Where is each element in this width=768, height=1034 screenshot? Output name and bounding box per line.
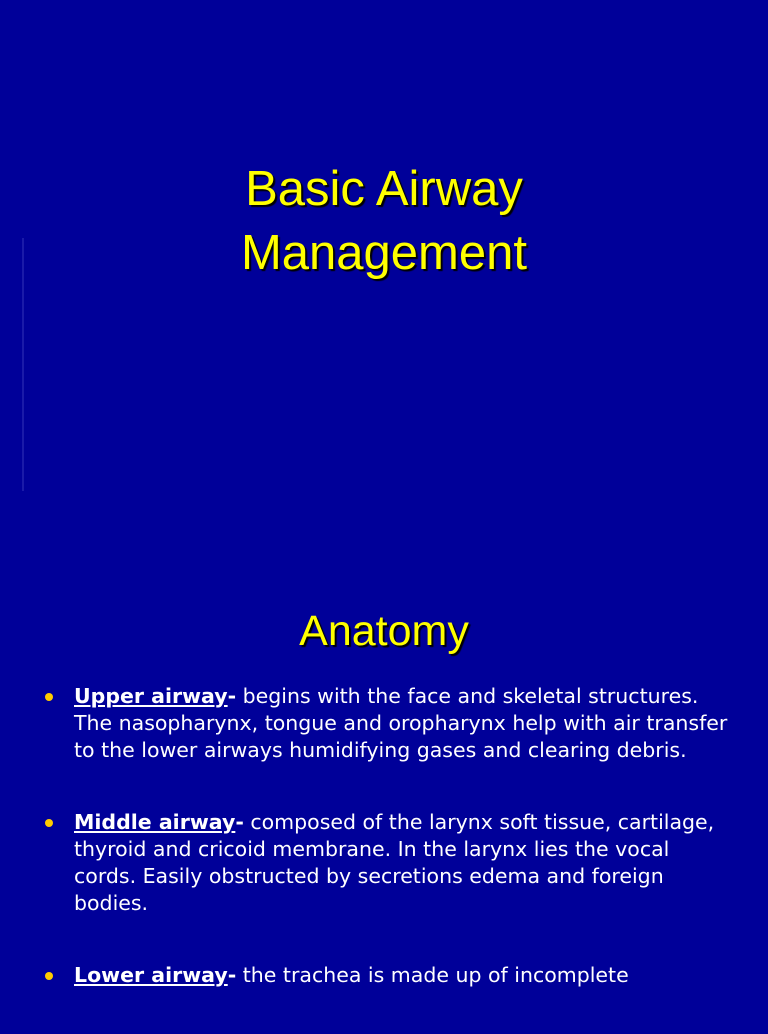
bullet-upper-airway [0, 683, 768, 764]
bullet-term: Upper airway [74, 684, 228, 708]
bullet-middle-airway [0, 809, 768, 917]
bullet-text: the trachea is made up of incomplete [236, 963, 629, 987]
slide-title-line-1: Basic Airway [245, 162, 523, 216]
anatomy-heading: Anatomy [299, 607, 469, 655]
bullet-term: Middle airway [74, 810, 236, 834]
bullet-list [0, 683, 768, 1034]
bullet-dash: - [235, 810, 244, 834]
slide-title-line-2: Management [240, 226, 527, 280]
bullet-text: begins with the face and skeletal structures. The nasopharynx, tongue and oropharynx help with air transfer to the lower airways humidifying gases and clearing debris. [74, 684, 728, 762]
bullet-text: composed of the larynx soft tissue, cartilage, thyroid and cricoid membrane. In the larynx lies the vocal cords. Easily obstructed by secretions edema and foreign bodies. [74, 810, 715, 915]
bullet-dot-icon [45, 693, 53, 701]
bullet-dash: - [227, 963, 237, 987]
bullet-lower-airway [0, 962, 768, 989]
bullet-term: Lower airway [74, 963, 228, 987]
bullet-dot-icon [45, 819, 53, 827]
anatomy-slide [0, 545, 768, 1024]
bullet-dot-icon [45, 972, 53, 980]
bullet-dash: - [227, 684, 237, 708]
slide-title [0, 157, 768, 285]
